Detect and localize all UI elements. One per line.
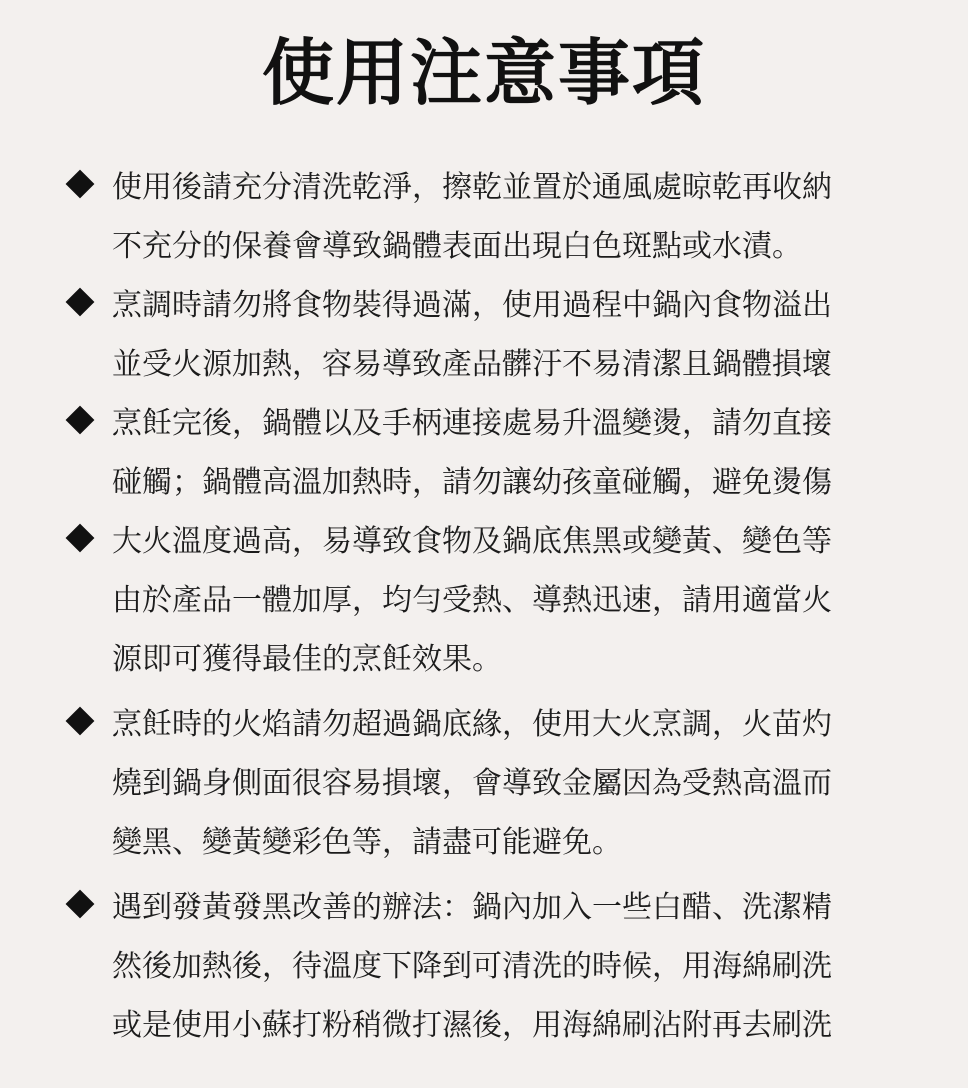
diamond-bullet-icon [66, 288, 95, 317]
note-line: 大火溫度過高，易導致食物及鍋底焦黑或變黃、變色等 [112, 524, 832, 559]
page-title: 使用注意事項 [261, 31, 706, 115]
diamond-bullet-icon [66, 406, 95, 435]
note-item [66, 276, 906, 394]
note-line: 變黑、變黃變彩色等，請盡可能避免。 [112, 825, 622, 860]
note-line: 並受火源加熱，容易導致產品髒汙不易清潔且鍋體損壞 [112, 347, 832, 382]
note-item [66, 512, 906, 689]
note-line: 或是使用小蘇打粉稍微打濕後，用海綿刷沾附再去刷洗 [112, 1008, 832, 1043]
note-line: 使用後請充分清洗乾淨，擦乾並置於通風處晾乾再收納 [112, 170, 832, 205]
note-item [66, 394, 906, 512]
diamond-bullet-icon [66, 890, 95, 919]
diamond-bullet-icon [66, 524, 95, 553]
note-item [66, 695, 906, 872]
note-line: 由於產品一體加厚，均勻受熱、導熱迅速，請用適當火 [112, 583, 832, 618]
note-line: 烹調時請勿將食物裝得過滿，使用過程中鍋內食物溢出 [112, 288, 832, 323]
note-line: 烹飪完後，鍋體以及手柄連接處易升溫變燙，請勿直接 [112, 406, 832, 441]
notes-list [66, 158, 906, 1055]
note-line: 烹飪時的火焰請勿超過鍋底緣，使用大火烹調，火苗灼 [112, 707, 832, 742]
note-line: 燒到鍋身側面很容易損壞，會導致金屬因為受熱高溫而 [112, 766, 832, 801]
note-item [66, 158, 906, 276]
note-line: 然後加熱後，待溫度下降到可清洗的時候，用海綿刷洗 [112, 949, 832, 984]
note-line: 遇到發黃發黑改善的辦法：鍋內加入一些白醋、洗潔精 [112, 890, 832, 925]
note-line: 不充分的保養會導致鍋體表面出現白色斑點或水漬。 [112, 229, 802, 264]
diamond-bullet-icon [66, 170, 95, 199]
note-line: 碰觸；鍋體高溫加熱時，請勿讓幼孩童碰觸，避免燙傷 [112, 465, 832, 500]
note-line: 源即可獲得最佳的烹飪效果。 [112, 642, 502, 677]
note-item [66, 878, 906, 1055]
diamond-bullet-icon [66, 707, 95, 736]
